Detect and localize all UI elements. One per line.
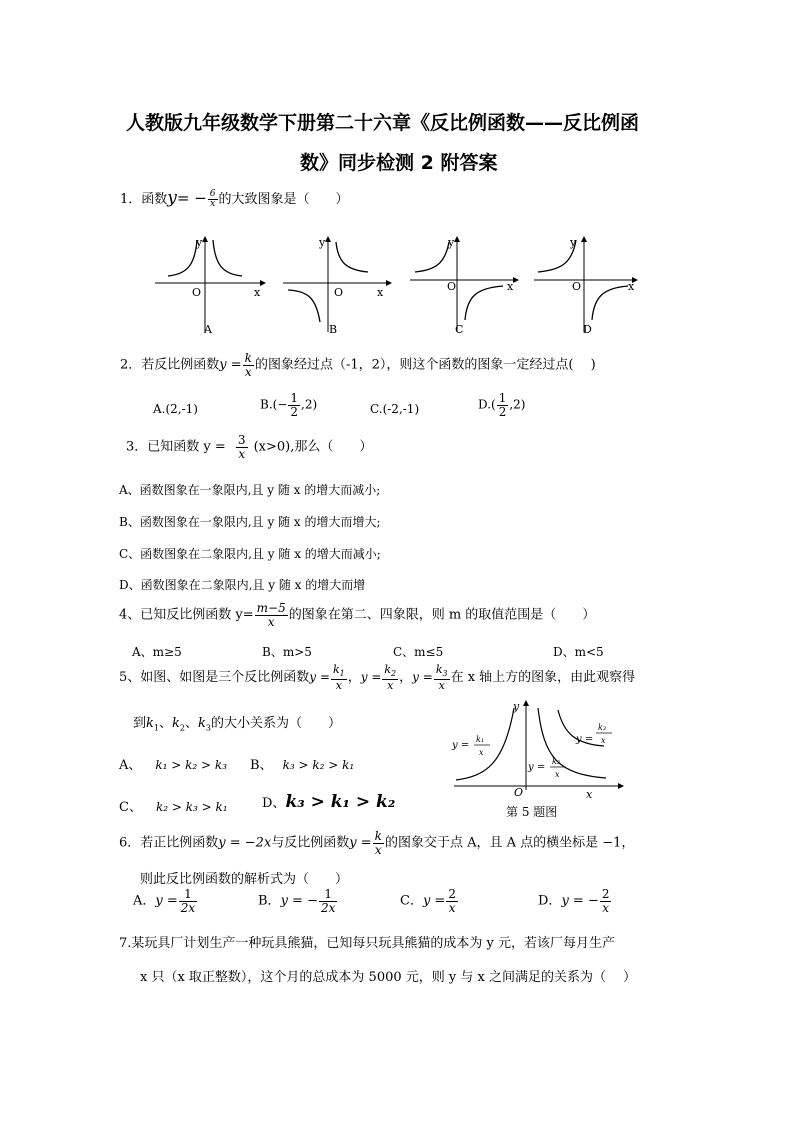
q1a-x-label: x: [254, 286, 261, 299]
q1d-letter: D: [583, 323, 592, 336]
q5-fig-l3-num: k₃: [598, 723, 607, 732]
q6-option-a: A．y = $\frac{1}{2x}$: [133, 887, 196, 915]
q1b-origin: O: [334, 286, 344, 299]
q5-fig-caption: 第 5 题图: [506, 805, 558, 819]
q1b-y-label: y: [319, 236, 326, 249]
question-3: 3．已知函数 y = $\frac{3}{x}$ (x>0),那么（ ）: [126, 433, 373, 461]
q5-fig-l2-den: x: [555, 770, 560, 779]
q1d-x-label: x: [628, 280, 635, 293]
q1d-y-label: y: [570, 236, 577, 249]
q5-fig-l3-den: x: [601, 736, 606, 745]
q1c-x-label: x: [507, 280, 514, 293]
q5-fig-l1-den: x: [479, 748, 484, 757]
q1-graph-c: [405, 232, 525, 342]
q3-option-d: D、函数图象在二象限内,且 y 随 x 的增大而增: [119, 578, 366, 592]
q1c-letter: C: [455, 323, 464, 336]
q4-option-a: A、m≥5: [132, 645, 182, 659]
q3-option-b: B、函数图象在一象限内,且 y 随 x 的增大而增大;: [119, 515, 381, 529]
q3-option-c: C、函数图象在二象限内,且 y 随 x 的增大而减小;: [119, 547, 381, 561]
q4-option-c: C、m≤5: [393, 645, 444, 659]
q5-option-c: C、 k₂ > k₃ > k₁: [119, 800, 228, 815]
q2-option-d: D.( $\frac{1}{2}$ ,2): [478, 391, 526, 419]
question-5-line1: 5、如图、如图是三个反比例函数y = $\frac{k_1}{x}$ ，y = $\frac{k_2}{x}$ ，y = $\frac{k_3}{x}$ 在 x 轴上方的图象，由此观察得: [119, 663, 636, 692]
q5-figure: [446, 698, 656, 828]
q3-option-a: A、函数图象在一象限内,且 y 随 x 的增大而减小;: [119, 483, 381, 497]
q1c-y-label: y: [448, 236, 455, 249]
page-title-line1: 人教版九年级数学下册第二十六章《反比例函数——反比例函: [126, 112, 640, 134]
q6-option-c: C．y = $\frac{2}{x}$: [400, 887, 456, 915]
q5-fig-l1-num: k₁: [476, 735, 485, 744]
q4-option-b: B、m>5: [262, 645, 312, 659]
question-5-line2: 到$k_1$、$k_2$、$k_3$的大小关系为（ ）: [133, 716, 342, 733]
q2-option-a: A.(2,-1): [153, 402, 198, 416]
q5-option-d: D、k₃ > k₁ > k₂: [262, 792, 396, 812]
q5-fig-y-label: y: [513, 700, 520, 713]
q5-fig-label2: y =: [528, 762, 546, 773]
q2-option-c: C.(-2,-1): [370, 402, 420, 416]
q5-fig-x-label: x: [586, 788, 593, 801]
q2-fraction: $\frac{k}{x}$: [244, 351, 252, 379]
q5-fig-l2-num: k₂: [552, 757, 561, 766]
question-6-line1: 6．若正比例函数y = −2x与反比例函数y = $\frac{k}{x}$ 的图象交于点 A，且 A 点的横坐标是 −1，: [119, 829, 635, 857]
q6-option-b: B．y = − $\frac{1}{2x}$: [258, 887, 336, 915]
q5-fig-label1: y =: [452, 740, 470, 751]
q3-fraction: $\frac{3}{x}$: [237, 433, 246, 461]
question-1: 1．函数y= − $\frac{6}{x}$ 的大致图象是（ ）: [120, 188, 349, 209]
q1a-letter: A: [204, 323, 212, 336]
q5-fig-label3: y =: [576, 734, 594, 745]
q1a-y-label: y: [196, 236, 203, 249]
q1d-origin: O: [572, 280, 582, 293]
q5-option-a: A、 k₁ > k₂ > k₃: [119, 758, 228, 773]
question-7-line1: 7.某玩具厂计划生产一种玩具熊猫，已知每只玩具熊猫的成本为 y 元，若该厂每月生产: [119, 936, 616, 951]
q1-graph-d: [532, 232, 652, 342]
q1-graph-b: [278, 232, 398, 342]
q1a-origin: O: [192, 286, 202, 299]
q1c-origin: O: [447, 280, 457, 293]
q2-option-b: B.(− $\frac{1}{2}$ ,2): [260, 391, 318, 419]
q1b-x-label: x: [377, 286, 384, 299]
q1b-letter-text: B: [329, 323, 338, 336]
question-4: 4、已知反比例函数 y= $\frac{m-5}{x}$ 的图象在第二、四象限，则 m 的取值范围是（ ）: [119, 601, 596, 629]
page-title-line2: 数》同步检测 2 附答案: [300, 152, 498, 174]
question-7-line2: x 只（x 取正整数），这个月的总成本为 5000 元，则 y 与 x 之间满足的关系为（ ）: [140, 970, 637, 985]
q1-graph-a: [150, 232, 270, 342]
q6-option-d: D．y = − $\frac{2}{x}$: [538, 887, 610, 915]
q4-fraction: $\frac{m-5}{x}$: [256, 601, 286, 629]
question-6-line2: 则此反比例函数的解析式为（ ）: [140, 872, 349, 887]
question-2: 2．若反比例函数y = $\frac{k}{x}$ 的图象经过点（-1，2），则这个函数的图象一定经过点( ): [120, 351, 596, 379]
q5-fig-origin: O: [514, 786, 524, 799]
q1-fraction: $\frac{6}{x}$: [209, 188, 216, 209]
q5-option-b: B、 k₃ > k₂ > k₁: [250, 758, 355, 773]
q4-option-d: D、m<5: [553, 645, 604, 659]
